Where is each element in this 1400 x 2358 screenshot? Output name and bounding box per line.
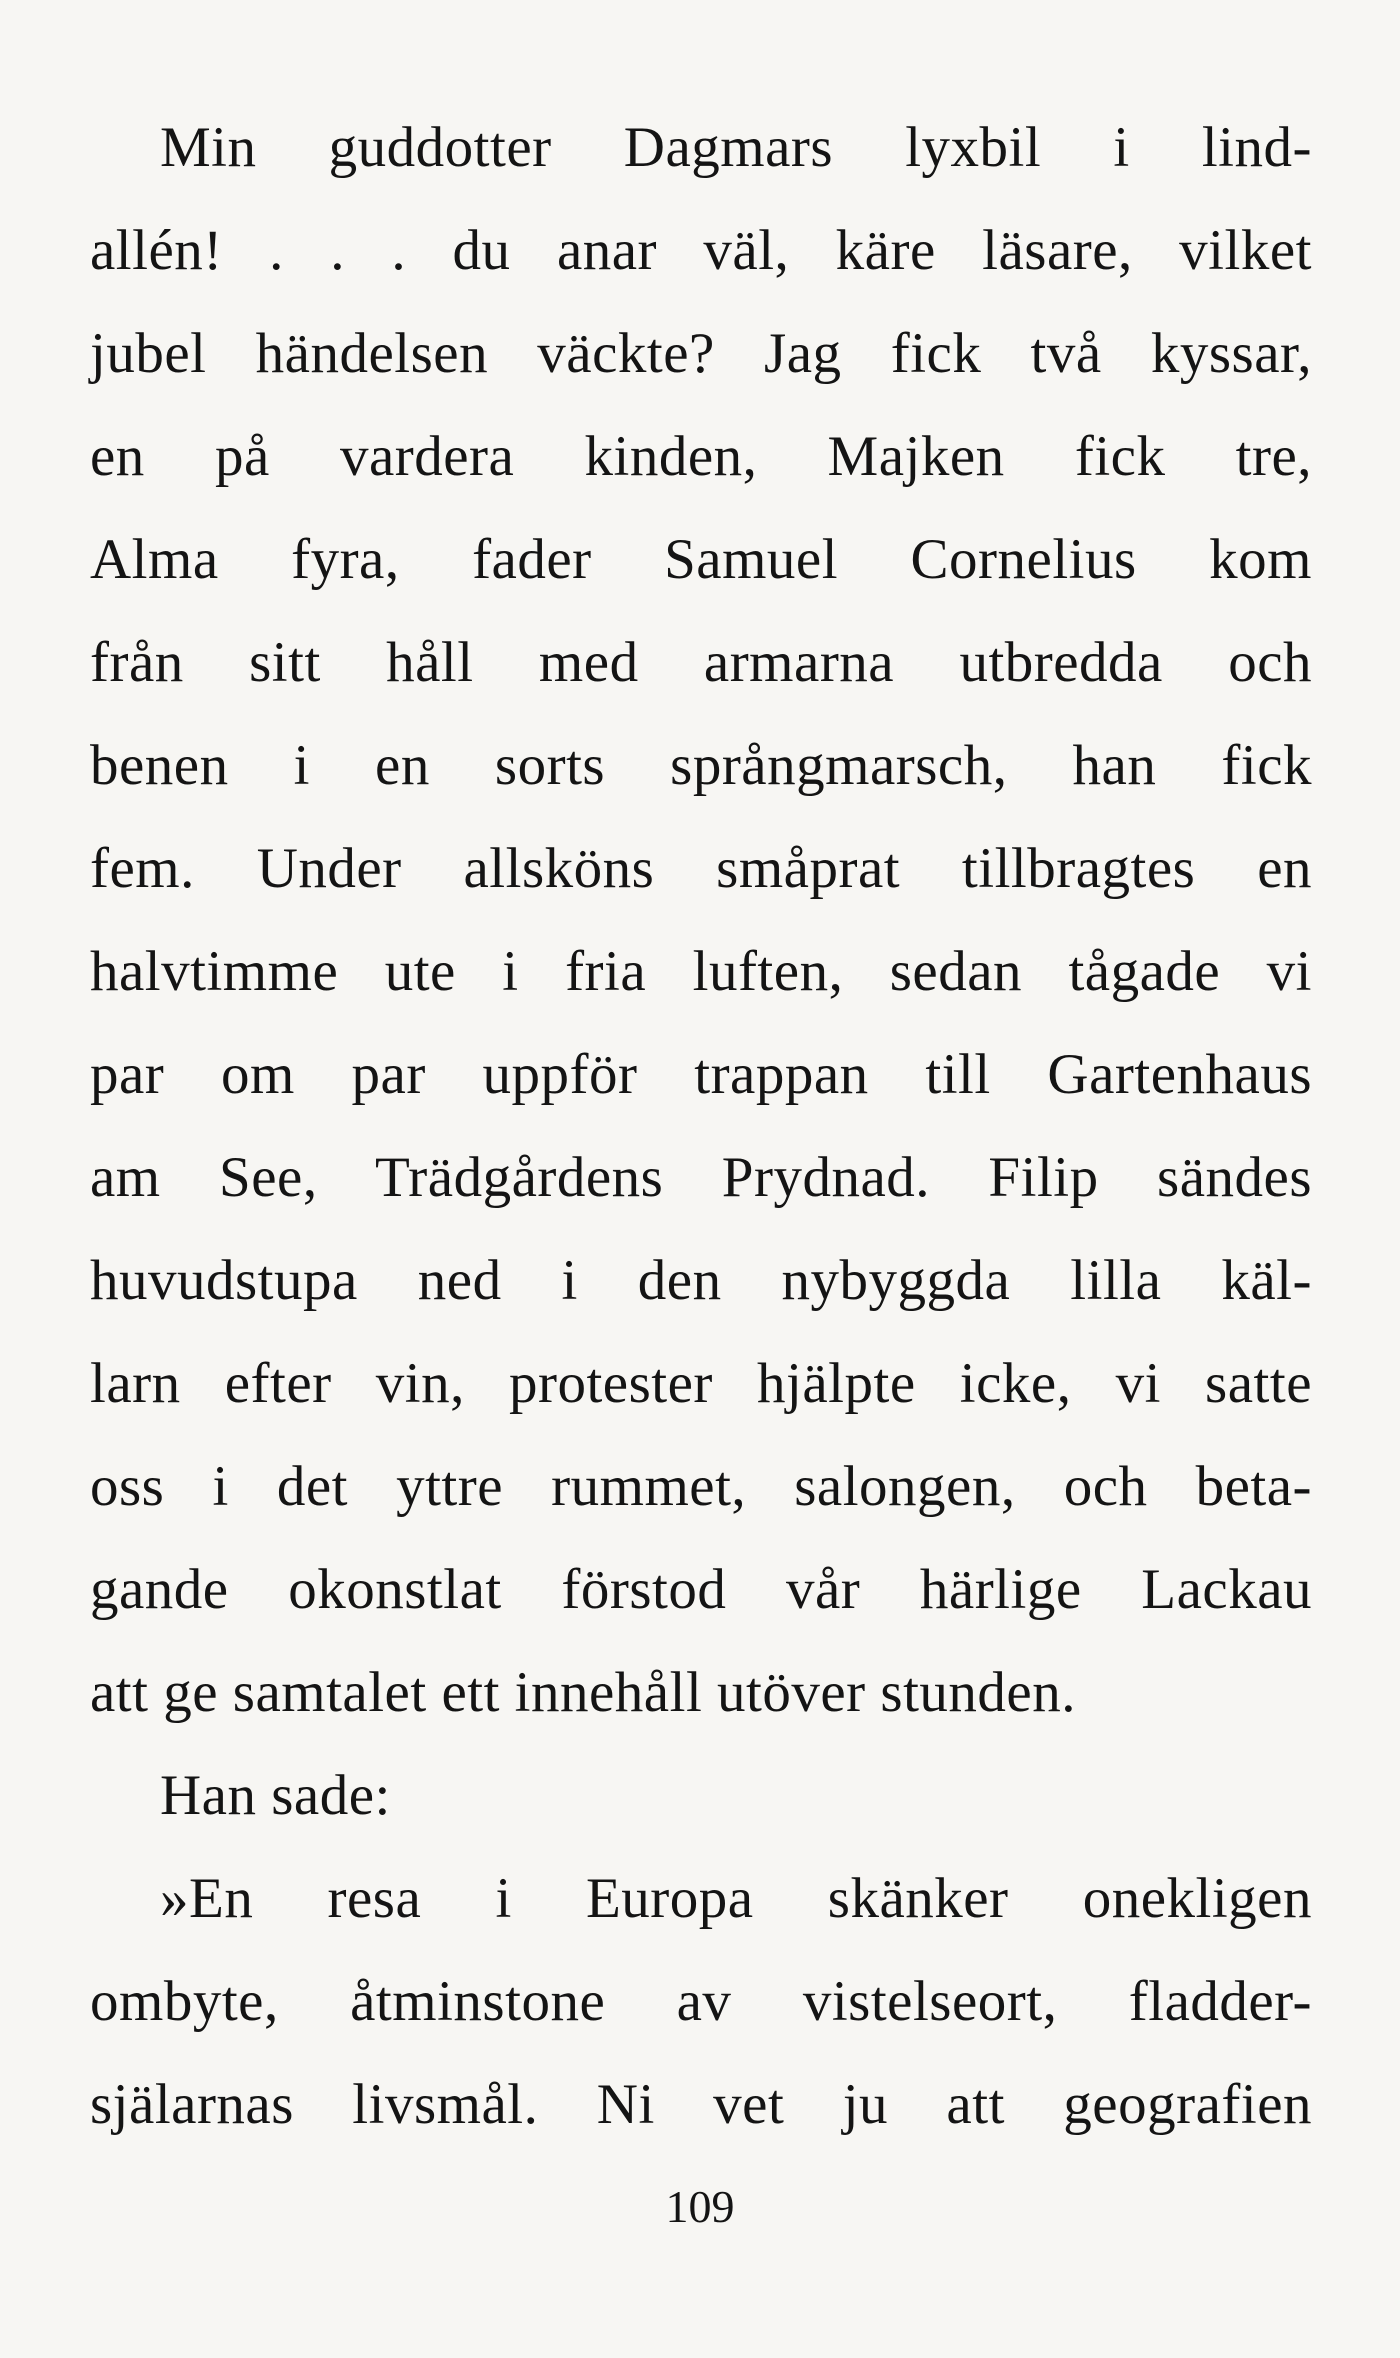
text-line: larn efter vin, protester hjälpte icke, vi satte — [90, 1352, 1312, 1415]
text-line: att ge samtalet ett innehåll utöver stunden. — [90, 1661, 1076, 1724]
text-line: Min guddotter Dagmars lyxbil i lind- — [160, 116, 1312, 179]
text-line: »En resa i Europa skänker onekligen — [160, 1867, 1312, 1930]
text-line: allén! . . . du anar väl, käre läsare, vilket — [90, 219, 1312, 282]
text-line: halvtimme ute i fria luften, sedan tågade vi — [90, 940, 1312, 1003]
text-line: oss i det yttre rummet, salongen, och beta- — [90, 1455, 1312, 1518]
text-line: en på vardera kinden, Majken fick tre, — [90, 425, 1312, 488]
text-line: jubel händelsen väckte? Jag fick två kyssar, — [90, 322, 1312, 385]
text-line: Han sade: — [160, 1764, 391, 1827]
body-text — [90, 96, 1312, 2156]
text-line: am See, Trädgårdens Prydnad. Filip sändes — [90, 1146, 1312, 1209]
text-line: själarnas livsmål. Ni vet ju att geografien — [90, 2073, 1312, 2136]
text-line: par om par uppför trappan till Gartenhaus — [90, 1043, 1312, 1106]
text-line: Alma fyra, fader Samuel Cornelius kom — [90, 528, 1312, 591]
text-line: benen i en sorts språngmarsch, han fick — [90, 734, 1312, 797]
text-line: huvudstupa ned i den nybyggda lilla käl- — [90, 1249, 1312, 1312]
text-line: ombyte, åtminstone av vistelseort, fladder- — [90, 1970, 1312, 2033]
text-line: från sitt håll med armarna utbredda och — [90, 631, 1312, 694]
text-line: fem. Under allsköns småprat tillbragtes en — [90, 837, 1312, 900]
text-line: gande okonstlat förstod vår härlige Lackau — [90, 1558, 1312, 1621]
page-number: 109 — [665, 2181, 735, 2232]
